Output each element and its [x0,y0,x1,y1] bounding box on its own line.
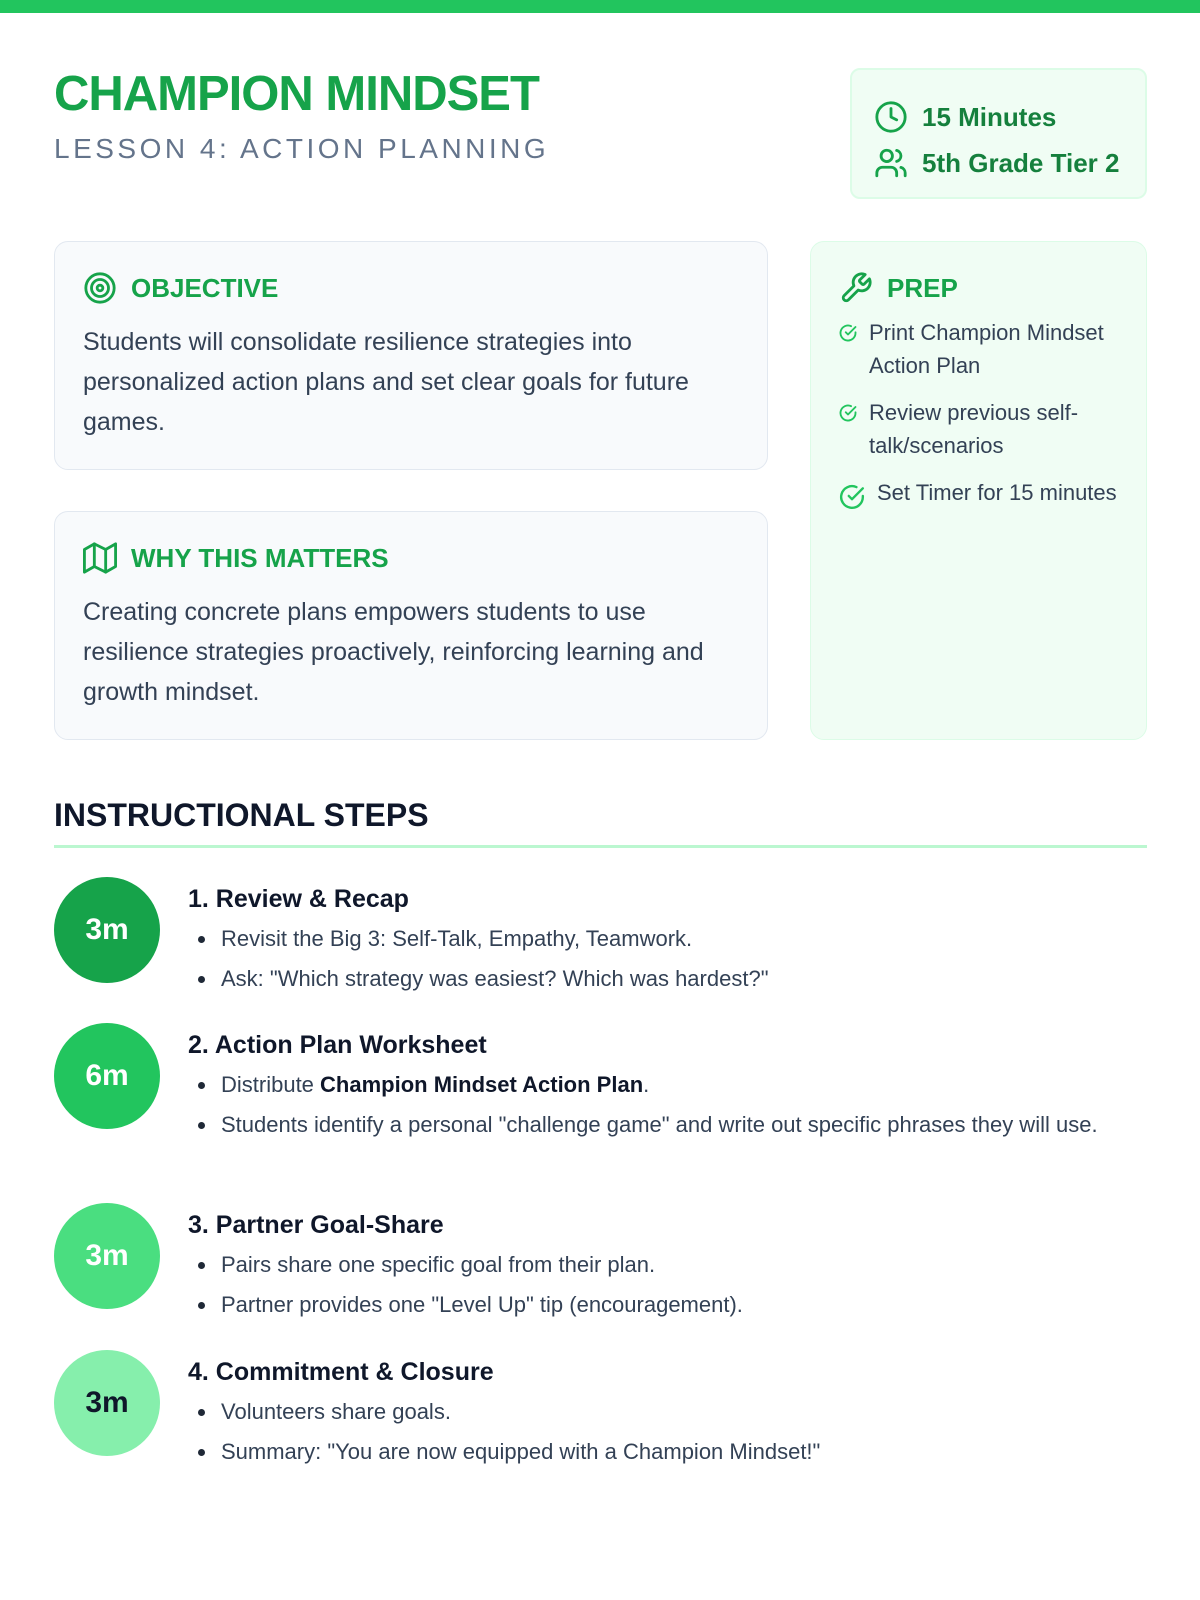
step-bullet [188,1068,1147,1101]
prep-item-text: Print Champion Mindset Action Plan [869,320,1104,378]
map-icon [83,541,117,575]
step-content [188,1355,1147,1475]
step-content [188,1208,1147,1328]
step-time-badge: 6m [54,1023,160,1129]
step-bullet: Summary: "You are now equipped with a Champion Mindset!" [188,1435,1147,1468]
why-header [83,540,739,576]
duration-label: 15 Minutes [922,101,1057,132]
step-bullet: Students identify a personal "challenge game" and write out specific phrases they will use. [188,1108,1147,1141]
why-text: Creating concrete plans empowers students to use resilience strategies proactively, reinforcing learning and growth mindset. [83,598,704,706]
page-title: CHAMPION MINDSET [54,67,539,121]
duration-row [874,94,1145,140]
step-time-badge: 3m [54,1350,160,1456]
step-title: 2. Action Plan Worksheet [188,1031,487,1059]
prep-item [839,396,1118,462]
step-bullet: Revisit the Big 3: Self-Talk, Empathy, Teamwork. [188,922,1147,955]
target-icon [83,271,117,305]
clock-icon [874,100,908,134]
instructional-steps-heading: INSTRUCTIONAL STEPS [54,797,429,833]
step-title: 4. Commitment & Closure [188,1358,494,1386]
check-circle-icon [839,484,865,510]
why-matters-card [54,511,768,740]
prep-header [839,270,1118,306]
step-content [188,882,1147,1002]
prep-heading: PREP [887,272,958,303]
worksheet-name: Champion Mindset Action Plan [320,1072,644,1097]
step-time-badge: 3m [54,877,160,983]
step-bullets [188,1068,1147,1141]
prep-item-text: Set Timer for 15 minutes [877,480,1117,505]
check-circle-icon [839,404,857,422]
objective-text: Students will consolidate resilience strategies into personalized action plans and set clear goals for future games. [83,328,689,436]
step-time-badge: 3m [54,1203,160,1309]
check-circle-icon [839,324,857,342]
step-bullet: Partner provides one "Level Up" tip (encouragement). [188,1288,1147,1321]
objective-heading: OBJECTIVE [131,272,279,303]
prep-card [810,241,1147,740]
step-bullet: Pairs share one specific goal from their plan. [188,1248,1147,1281]
step-bullets [188,922,1147,995]
why-heading: WHY THIS MATTERS [131,542,389,573]
step-bullet: Ask: "Which strategy was easiest? Which was hardest?" [188,962,1147,995]
top-accent-bar [0,0,1200,13]
bullet-suffix: . [643,1072,650,1097]
prep-list [839,316,1118,510]
step-content [188,1028,1147,1148]
objective-card [54,241,768,470]
bullet-prefix: Distribute [221,1072,321,1097]
audience-label: 5th Grade Tier 2 [922,147,1120,178]
objective-header [83,270,739,306]
prep-item [839,316,1118,382]
step-bullets [188,1248,1147,1321]
prep-item-text: Review previous self-talk/scenarios [869,400,1079,458]
lesson-subtitle: LESSON 4: ACTION PLANNING [54,133,550,164]
step-title: 3. Partner Goal-Share [188,1211,444,1239]
step-bullets [188,1395,1147,1468]
wrench-icon [839,271,873,305]
step-bullet: Volunteers share goals. [188,1395,1147,1428]
lesson-meta-box [850,68,1147,199]
prep-item [839,476,1118,510]
users-icon [874,146,908,180]
section-divider [54,845,1147,848]
step-title: 1. Review & Recap [188,885,409,913]
audience-row [874,140,1145,186]
